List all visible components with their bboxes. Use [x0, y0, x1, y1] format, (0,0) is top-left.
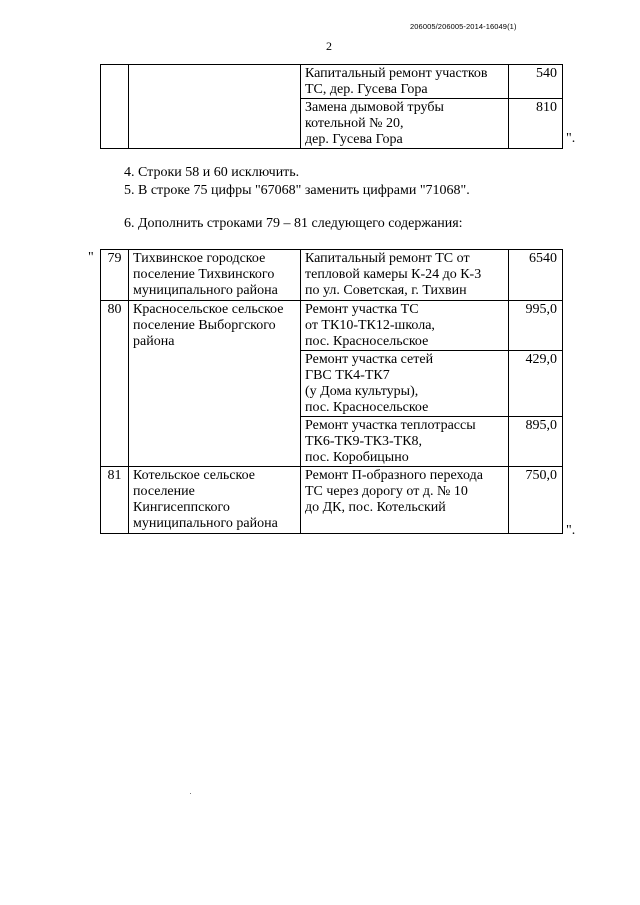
amount-cell: 895,0	[509, 417, 563, 467]
row-number-cell: 79	[101, 250, 129, 301]
page-number: 2	[326, 39, 332, 53]
municipality-cell: Красносельское сельское поселение Выборгского района	[129, 301, 301, 467]
amount-cell: 540	[509, 65, 563, 99]
continuation-table	[100, 64, 563, 149]
municipality-cell	[129, 65, 301, 149]
municipality-cell: Котельское сельское поселение Кингисеппского муниципального района	[129, 467, 301, 534]
work-cell: Ремонт участка теплотрассы ТК6-ТК9-ТК3-ТК8, пос. Коробицыно	[301, 417, 509, 467]
amount-cell: 810	[509, 99, 563, 149]
work-cell: Капитальный ремонт ТС от тепловой камеры К-24 до К-3 по ул. Советская, г. Тихвин	[301, 250, 509, 301]
table-row	[101, 467, 563, 534]
amount-cell: 429,0	[509, 351, 563, 417]
work-cell: Ремонт участка сетей ГВС ТК4-ТК7 (у Дома культуры), пос. Красносельское	[301, 351, 509, 417]
row-number-cell: 81	[101, 467, 129, 534]
row-number-cell	[101, 65, 129, 149]
paragraph-4: 4. Строки 58 и 60 исключить.	[124, 165, 300, 180]
table-row	[101, 65, 563, 99]
additions-table	[100, 249, 563, 534]
table-row	[101, 301, 563, 351]
paragraph-6: 6. Дополнить строками 79 – 81 следующего содержания:	[124, 216, 463, 231]
work-cell: Ремонт участка ТС от ТК10-ТК12-школа, пос. Красносельское	[301, 301, 509, 351]
document-id: 206005/206005-2014-16049(1)	[410, 22, 517, 31]
amount-cell: 750,0	[509, 467, 563, 534]
work-cell: Ремонт П-образного перехода ТС через дорогу от д. № 10 до ДК, пос. Котельский	[301, 467, 509, 534]
row-number-cell: 80	[101, 301, 129, 467]
amount-cell: 6540	[509, 250, 563, 301]
paragraph-5: 5. В строке 75 цифры "67068" заменить цифрами "71068".	[124, 183, 470, 198]
closing-quote: ".	[566, 523, 576, 538]
municipality-cell: Тихвинское городское поселение Тихвинского муниципального района	[129, 250, 301, 301]
scan-speck	[190, 793, 191, 794]
closing-quote: ".	[566, 131, 576, 146]
opening-quote: "	[88, 250, 94, 265]
work-cell: Капитальный ремонт участков ТС, дер. Гусева Гора	[301, 65, 509, 99]
table-row	[101, 250, 563, 301]
amount-cell: 995,0	[509, 301, 563, 351]
work-cell: Замена дымовой трубы котельной № 20, дер. Гусева Гора	[301, 99, 509, 149]
